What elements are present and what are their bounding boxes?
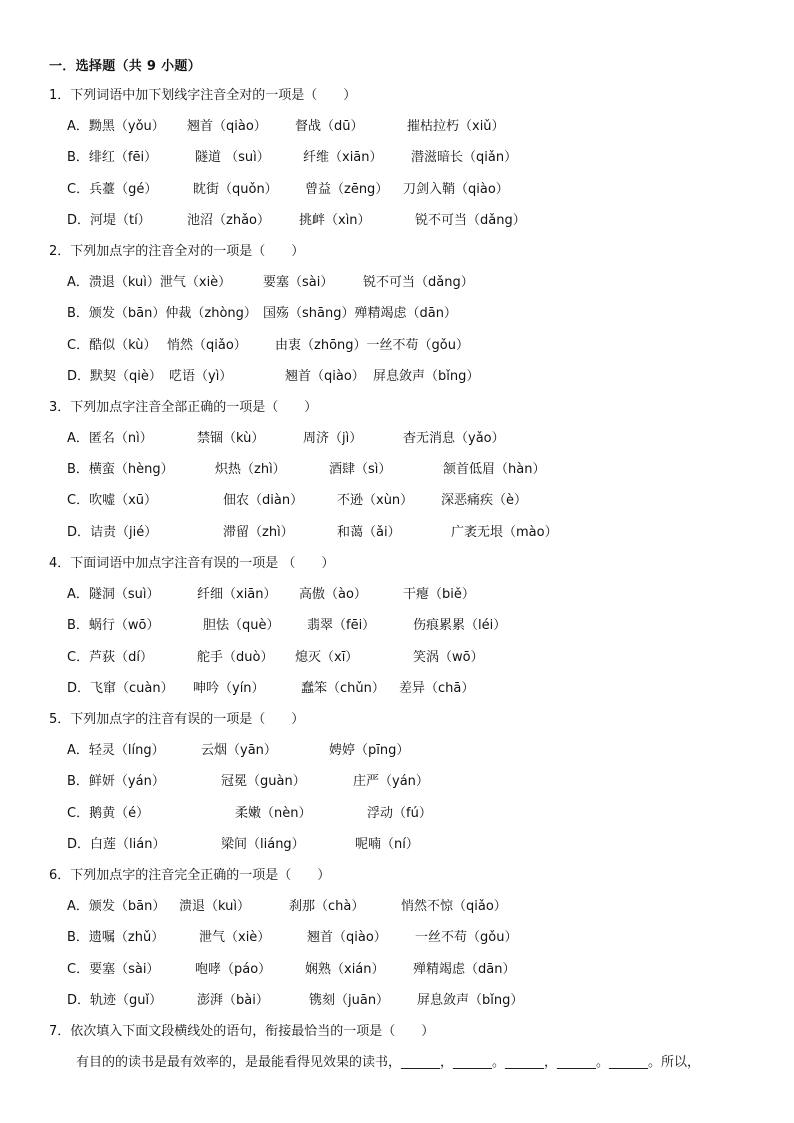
option-term: 殚精竭虑（dān） <box>413 962 516 977</box>
question-6-option-a[interactable] <box>67 897 787 917</box>
option-term: 纤维（xiān） <box>303 150 383 165</box>
option-term: 摧枯拉朽（xiǔ） <box>407 119 505 134</box>
option-term: 呢喃（ní） <box>355 837 419 852</box>
option-term: 伤痕累累（léi） <box>413 618 507 633</box>
option-term: 深恶痛疾（è） <box>441 493 527 508</box>
option-term: D．河堤（tí） <box>67 213 151 228</box>
option-term: 广袤无垠（mào） <box>451 525 558 540</box>
option-term: 要塞（sài） <box>263 275 334 290</box>
option-term: D．诘责（jié） <box>67 525 158 540</box>
option-term: 娴熟（xián） <box>305 962 385 977</box>
option-term: 庄严（yán） <box>353 774 429 789</box>
question-2-stem: 2．下列加点字的注音全对的一项是（ ） <box>49 244 305 259</box>
option-term: C．要塞（sài） <box>67 962 160 977</box>
option-term: B．蜗行（wō） <box>67 618 160 633</box>
option-term: C．芦荻（dí） <box>67 650 153 665</box>
option-term: 悄然（qiǎo） <box>167 338 247 353</box>
option-term: D．默契（qiè） <box>67 369 162 384</box>
option-term: 舵手（duò） <box>197 650 274 665</box>
option-term: 澎湃（bài） <box>197 993 269 1008</box>
option-term: 刹那（chà） <box>289 899 365 914</box>
question-6-option-d[interactable] <box>67 991 787 1011</box>
option-term: 颔首低眉（hàn） <box>443 462 546 477</box>
option-term: 佃农（diàn） <box>223 493 304 508</box>
option-term: 潜滋暗长（qiǎn） <box>411 150 518 165</box>
section-title: 一．选择题（共 9 小题） <box>49 59 201 74</box>
option-term: 眈街（quǒn） <box>193 182 278 197</box>
question-7-stem: 7．依次填入下面文段横线处的语句，衔接最恰当的一项是（ ） <box>49 1024 435 1039</box>
option-term: 镌刻（juān） <box>309 993 390 1008</box>
option-term: 锐不可当（dǎng） <box>415 213 526 228</box>
question-6-option-b[interactable] <box>67 928 787 948</box>
option-term: 翘首（qiào） <box>187 119 267 134</box>
option-term: 池沼（zhǎo） <box>187 213 270 228</box>
question-6-option-c[interactable] <box>67 960 787 980</box>
question-1-option-b[interactable] <box>67 148 787 168</box>
question-2-option-b[interactable] <box>67 304 787 324</box>
option-term: B．绯红（fēi） <box>67 150 158 165</box>
question-3-option-b[interactable] <box>67 460 787 480</box>
option-term: 杳无消息（yǎo） <box>403 431 505 446</box>
option-term: C．兵薹（gé） <box>67 182 158 197</box>
option-term: C．吹嘘（xū） <box>67 493 158 508</box>
option-term: 屏息敛声（bǐng） <box>373 369 480 384</box>
option-term: D．白莲（lián） <box>67 837 166 852</box>
question-2-option-c[interactable] <box>67 336 787 356</box>
question-4-option-d[interactable] <box>67 679 787 699</box>
option-term: 呻吟（yín） <box>193 681 265 696</box>
option-term: 不逊（xùn） <box>337 493 414 508</box>
option-term: A．隧洞（suì） <box>67 587 160 602</box>
question-4-stem: 4．下面词语中加点字注音有误的一项是 （ ） <box>49 556 335 571</box>
option-term: 督战（dū） <box>295 119 364 134</box>
option-term: B．颁发（bān）仲裁（zhòng） <box>67 306 257 321</box>
option-term: B．遗嘱（zhǔ） <box>67 930 165 945</box>
question-4-option-b[interactable] <box>67 616 787 636</box>
question-4-option-a[interactable] <box>67 585 787 605</box>
option-term: B．鲜妍（yán） <box>67 774 165 789</box>
option-term: 熄灭（xī） <box>295 650 359 665</box>
question-1-stem: 1．下列词语中加下划线字注音全对的一项是（ ） <box>49 88 357 103</box>
option-term: D．飞窜（cuàn） <box>67 681 174 696</box>
option-term: A．匿名（nì） <box>67 431 153 446</box>
option-term: 锐不可当（dǎng） <box>363 275 474 290</box>
question-5-option-a[interactable] <box>67 741 787 761</box>
option-term: 由衷（zhōng）一丝不苟（gǒu） <box>275 338 469 353</box>
option-term: 隧道 （suì） <box>195 150 270 165</box>
question-5-option-b[interactable] <box>67 772 787 792</box>
question-3-option-d[interactable] <box>67 523 787 543</box>
option-term: 娉婷（pīng） <box>329 743 410 758</box>
option-term: 笑涡（wō） <box>413 650 484 665</box>
option-term: 滞留（zhì） <box>223 525 294 540</box>
question-3-stem: 3．下列加点字注音全部正确的一项是（ ） <box>49 400 318 415</box>
question-3-option-a[interactable] <box>67 429 787 449</box>
option-term: 曾益（zēng） <box>305 182 389 197</box>
question-4-option-c[interactable] <box>67 648 787 668</box>
option-term: C．鹅黄（é） <box>67 806 150 821</box>
question-7-passage: 有目的的读书是最有效率的，是最能看得见效果的读书，______，______。______，______。______。所以， <box>76 1055 701 1070</box>
option-term: 翘首（qiào） <box>285 369 365 384</box>
option-term: 禁锢（kù） <box>197 431 265 446</box>
option-term: B．横蛮（hèng） <box>67 462 174 477</box>
option-term: 屏息敛声（bǐng） <box>417 993 524 1008</box>
option-term: 国殇（shāng）殚精竭虑（dān） <box>263 306 457 321</box>
option-term: A．溃退（kuì）泄气（xiè） <box>67 275 232 290</box>
option-term: 干瘪（biě） <box>403 587 475 602</box>
question-1-option-c[interactable] <box>67 180 787 200</box>
option-term: 悄然不惊（qiǎo） <box>401 899 507 914</box>
option-term: 挑衅（xìn） <box>299 213 371 228</box>
option-term: C．酷似（kù） <box>67 338 157 353</box>
option-term: 周济（jì） <box>303 431 363 446</box>
option-term: 蠢笨（chǔn） <box>301 681 385 696</box>
option-term: 溃退（kuì） <box>179 899 250 914</box>
question-3-option-c[interactable] <box>67 491 787 511</box>
question-2-option-d[interactable] <box>67 367 787 387</box>
option-term: 浮动（fú） <box>367 806 432 821</box>
option-term: 炽热（zhì） <box>215 462 286 477</box>
question-2-option-a[interactable] <box>67 273 787 293</box>
option-term: 呓语（yì） <box>169 369 233 384</box>
question-1-option-a[interactable] <box>67 117 787 137</box>
option-term: 刀剑入鞘（qiào） <box>403 182 509 197</box>
option-term: 纤细（xiān） <box>197 587 277 602</box>
option-term: 冠冕（guàn） <box>221 774 306 789</box>
option-term: A．颁发（bān） <box>67 899 166 914</box>
option-term: 梁间（liáng） <box>221 837 305 852</box>
option-term: A．黝黑（yǒu） <box>67 119 165 134</box>
option-term: 翘首（qiào） <box>307 930 387 945</box>
option-term: 和蔼（ǎi） <box>337 525 401 540</box>
option-term: 胆怯（què） <box>203 618 280 633</box>
option-term: 咆哮（páo） <box>195 962 272 977</box>
option-term: A．轻灵（líng） <box>67 743 165 758</box>
question-1-option-d[interactable] <box>67 211 787 231</box>
question-6-stem: 6．下列加点字的注音完全正确的一项是（ ） <box>49 868 331 883</box>
question-5-option-c[interactable] <box>67 804 787 824</box>
option-term: 高傲（ào） <box>299 587 367 602</box>
option-term: D．轨迹（guǐ） <box>67 993 163 1008</box>
question-5-option-d[interactable] <box>67 835 787 855</box>
option-term: 一丝不苟（gǒu） <box>415 930 518 945</box>
option-term: 泄气（xiè） <box>199 930 271 945</box>
option-term: 翡翠（fēi） <box>307 618 376 633</box>
question-5-stem: 5．下列加点字的注音有误的一项是（ ） <box>49 712 305 727</box>
option-term: 酒肆（sì） <box>329 462 392 477</box>
option-term: 云烟（yān） <box>201 743 277 758</box>
option-term: 柔嫩（nèn） <box>235 806 312 821</box>
option-term: 差异（chā） <box>399 681 475 696</box>
